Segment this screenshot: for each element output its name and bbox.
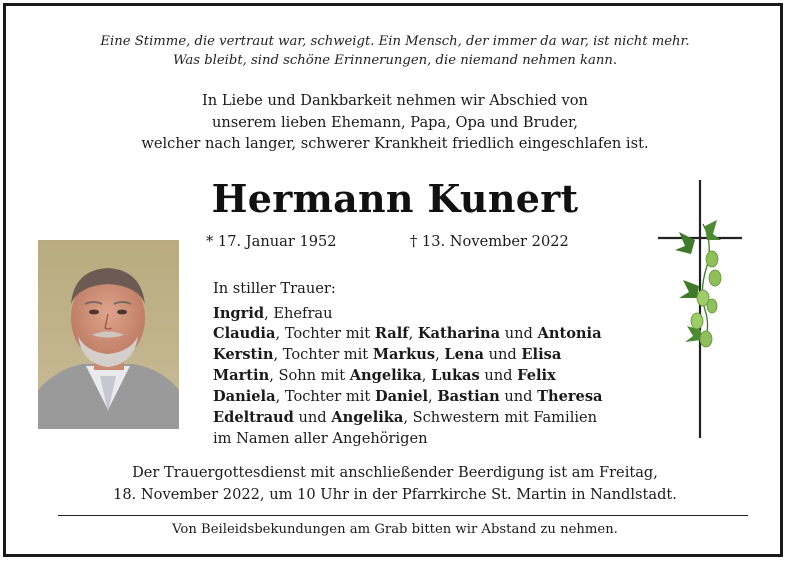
mourner-name: Katharina: [417, 325, 501, 342]
footer-note: Von Beileidsbekundungen am Grab bitten wir Abstand zu nehmen.: [172, 522, 618, 537]
birth-date: * 17. Januar 1952: [206, 233, 337, 250]
mourner-relation: , Schwestern mit Familien: [403, 409, 598, 426]
mourner-name: Lena: [444, 346, 484, 363]
mourner-line-2: [213, 324, 602, 344]
cross-with-hops-icon: [655, 180, 745, 440]
mourner-name: Antonia: [537, 325, 602, 342]
separator: ,: [435, 346, 445, 363]
deceased-name: Hermann Kunert: [211, 176, 579, 221]
mourner-name: Ralf: [374, 325, 409, 342]
separator: ,: [421, 367, 432, 384]
divider: [58, 515, 748, 516]
mourner-name: Daniel: [374, 388, 429, 405]
intro-line-3: welcher nach langer, schwerer Krankheit friedlich eingeschlafen ist.: [141, 135, 649, 152]
death-date: † 13. November 2022: [410, 233, 569, 250]
conjunction: und: [500, 325, 538, 342]
mourner-name: Theresa: [537, 388, 603, 405]
mourner-relation: , Ehefrau: [264, 305, 333, 322]
intro-line-1: In Liebe und Dankbarkeit nehmen wir Abschied von: [202, 92, 588, 109]
mourner-name: Markus: [372, 346, 436, 363]
separator: ,: [408, 325, 418, 342]
mourner-relation: , Sohn mit: [269, 367, 350, 384]
portrait-photo: [38, 240, 179, 429]
mourner-name: Martin: [213, 367, 270, 384]
mourner-line-6: [213, 408, 597, 428]
conjunction: und: [479, 367, 518, 384]
conjunction: und: [499, 388, 538, 405]
mourner-line-1: [213, 304, 333, 324]
separator: ,: [428, 388, 438, 405]
conjunction: und: [293, 409, 332, 426]
mourner-relation: , Tochter mit: [273, 346, 373, 363]
mourner-line-4: [213, 366, 556, 386]
mourner-name: Ingrid: [213, 305, 265, 322]
service-line-1: Der Trauergottesdienst mit anschließender Beerdigung ist am Freitag,: [132, 464, 658, 481]
mourner-name: Elisa: [521, 346, 562, 363]
mourner-relation: , Tochter mit: [275, 388, 375, 405]
mourner-line-3: [213, 345, 561, 365]
mourner-name: Daniela: [213, 388, 276, 405]
quote-line-2: Was bleibt, sind schöne Erinnerungen, die niemand nehmen kann.: [172, 53, 618, 68]
mourner-name: Bastian: [437, 388, 500, 405]
mourner-name: Claudia: [213, 325, 276, 342]
mourner-name: Kerstin: [213, 346, 274, 363]
mourner-name: Lukas: [431, 367, 480, 384]
conjunction: und: [483, 346, 522, 363]
mourners-heading: In stiller Trauer:: [213, 280, 336, 297]
service-line-2: 18. November 2022, um 10 Uhr in der Pfarrkirche St. Martin in Nandlstadt.: [113, 486, 677, 503]
mourner-name: Angelika: [349, 367, 422, 384]
mourner-name: Angelika: [331, 409, 404, 426]
mourner-line-7: im Namen aller Angehörigen: [213, 430, 428, 447]
mourner-relation: , Tochter mit: [275, 325, 375, 342]
intro-line-2: unserem lieben Ehemann, Papa, Opa und Bruder,: [211, 114, 578, 131]
quote-line-1: Eine Stimme, die vertraut war, schweigt. Ein Mensch, der immer da war, ist nicht mehr.: [100, 34, 690, 49]
mourner-name: Felix: [517, 367, 556, 384]
mourner-line-5: [213, 387, 603, 407]
mourner-name: Edeltraud: [213, 409, 294, 426]
